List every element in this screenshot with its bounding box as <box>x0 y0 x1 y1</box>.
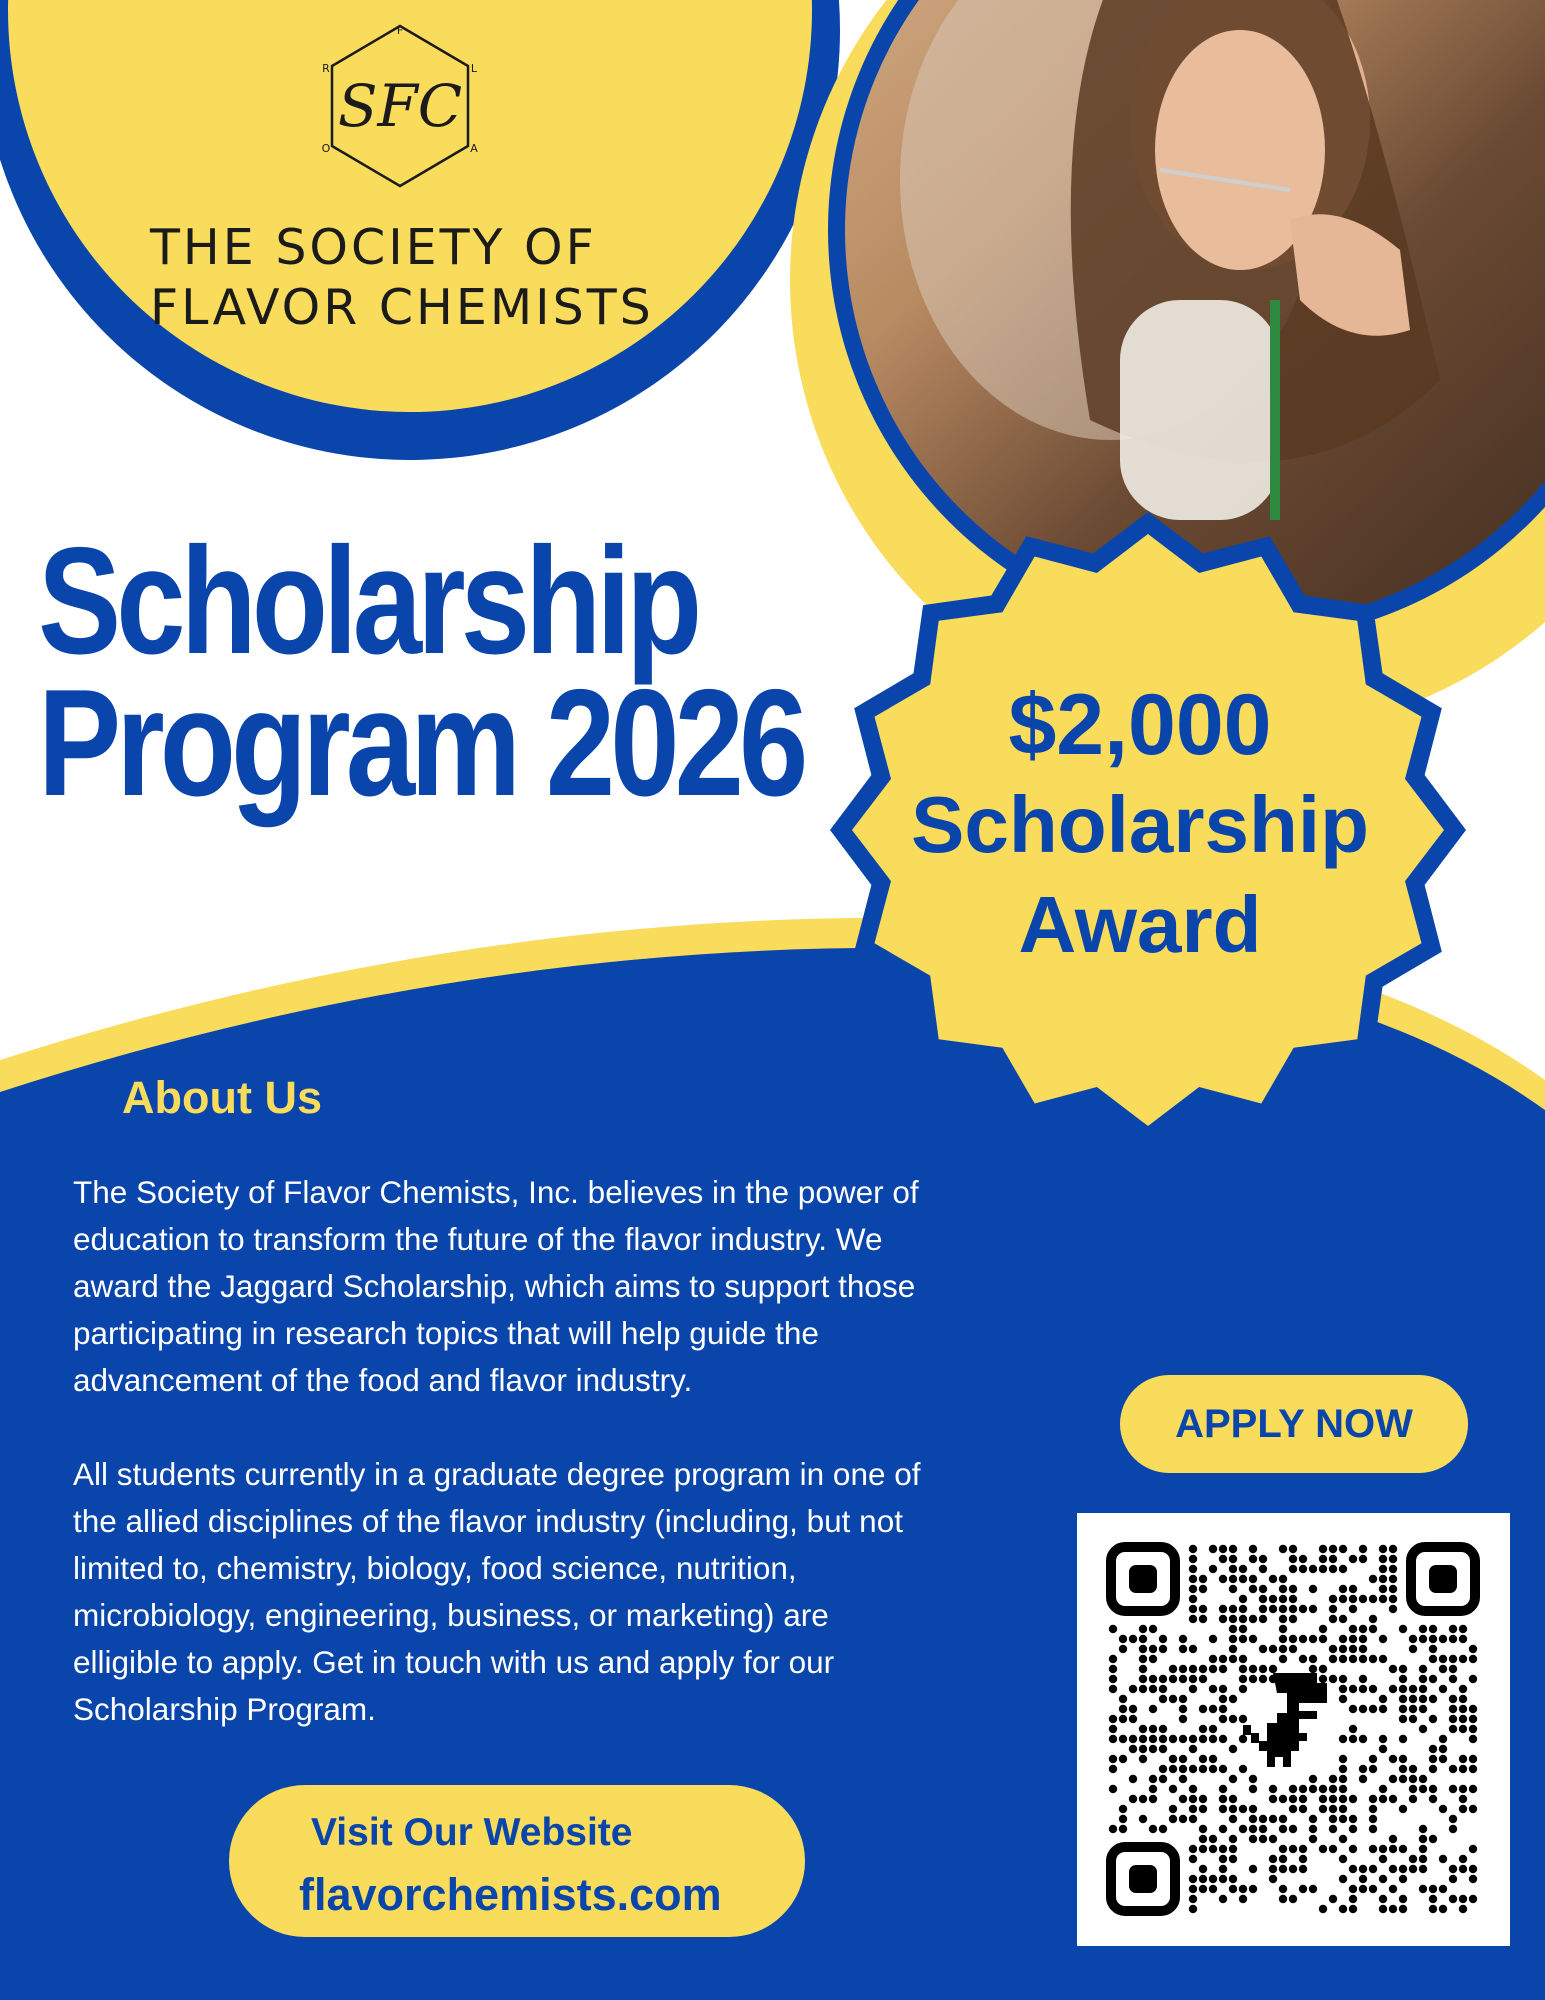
website-url[interactable]: flavorchemists.com <box>299 1869 722 1920</box>
qr-code-image <box>1077 1513 1510 1946</box>
paragraph-line: Scholarship Program. <box>73 1691 376 1727</box>
apply-now-button[interactable]: APPLY NOW <box>1120 1375 1468 1473</box>
logo-letter-o: O <box>321 142 331 155</box>
logo-letter-f: F <box>396 24 404 37</box>
about-paragraph-1 <box>73 1169 1073 1404</box>
award-text <box>880 675 1400 975</box>
logo-letter-r: R <box>322 62 330 75</box>
org-name <box>150 218 710 338</box>
paragraph-line: participating in research topics that will help guide the <box>73 1315 819 1351</box>
about-paragraph-2 <box>73 1451 1073 1733</box>
logo-monogram: SFC <box>337 72 463 140</box>
paragraph-line: microbiology, engineering, business, or marketing) are <box>73 1597 829 1633</box>
award-line-2: Scholarship <box>911 780 1369 869</box>
qr-code[interactable] <box>1077 1513 1510 1946</box>
org-name-line-1: THE SOCIETY OF <box>150 219 597 276</box>
visit-website-button[interactable] <box>229 1785 805 1937</box>
dinosaur-icon <box>1243 1673 1327 1767</box>
award-line-3: Award <box>1018 880 1262 969</box>
paragraph-line: education to transform the future of the flavor industry. We <box>73 1221 883 1257</box>
paragraph-line: The Society of Flavor Chemists, Inc. believes in the power of <box>73 1174 919 1210</box>
headline-line-1: Scholarship <box>38 516 698 686</box>
about-title: About Us <box>122 1072 322 1123</box>
logo-letter-a: A <box>470 142 478 155</box>
paragraph-line: award the Jaggard Scholarship, which aims to support those <box>73 1268 916 1304</box>
paragraph-line: elligible to apply. Get in touch with us and apply for our <box>73 1644 835 1680</box>
website-label: Visit Our Website <box>311 1811 633 1854</box>
award-amount: $2,000 <box>1008 677 1272 773</box>
headline-line-2: Program 2026 <box>38 658 804 828</box>
sfc-logo <box>320 18 480 194</box>
paragraph-line: All students currently in a graduate degree program in one of <box>73 1456 921 1492</box>
paragraph-line: advancement of the food and flavor industry. <box>73 1362 693 1398</box>
paragraph-line: the allied disciplines of the flavor industry (including, but not <box>73 1503 903 1539</box>
org-name-line-2: FLAVOR CHEMISTS <box>150 279 654 336</box>
paragraph-line: limited to, chemistry, biology, food science, nutrition, <box>73 1550 797 1586</box>
headline <box>38 516 804 828</box>
logo-letter-l: L <box>470 62 478 75</box>
